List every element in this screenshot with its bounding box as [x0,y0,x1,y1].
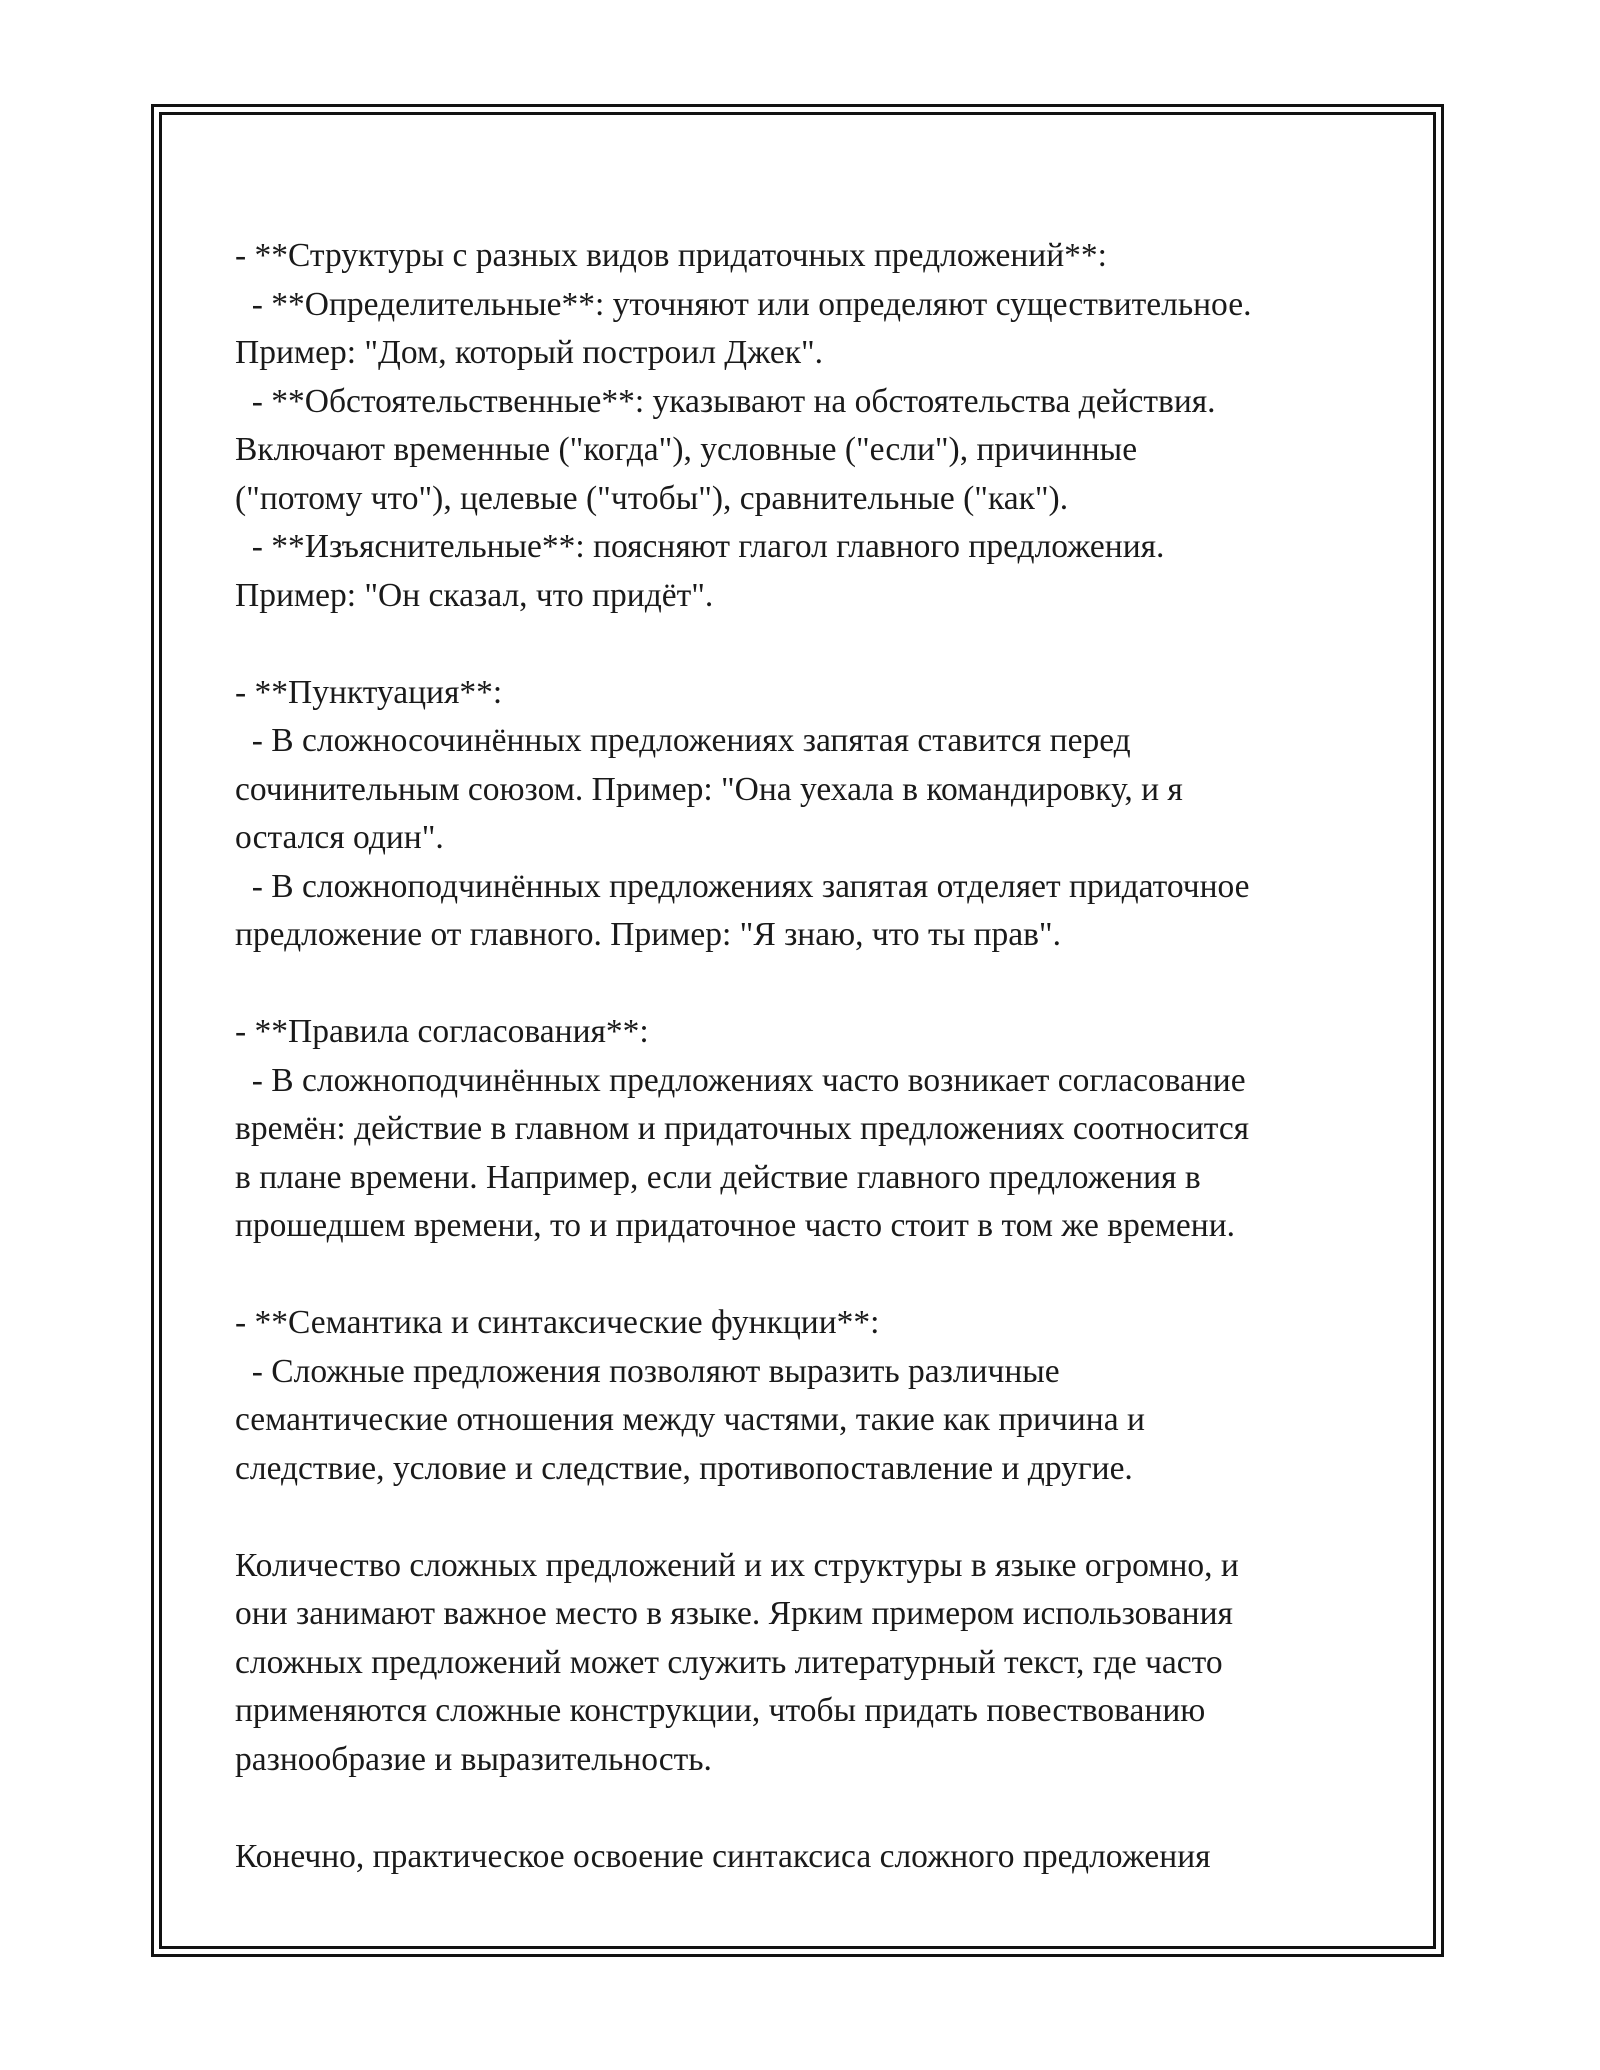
text-line: - В сложносочинённых предложениях запятая ставится перед [235,722,1131,759]
paragraph-gap [235,1493,1375,1542]
text-line: - Сложные предложения позволяют выразить различные [235,1352,1060,1390]
text-line: остался один". [235,819,444,856]
text-line: - **Определительные**: уточняют или определяют существительное. [235,285,1252,323]
text-line: они занимают важное место в языке. Ярким примером использования [235,1595,1233,1632]
text-line: - **Пунктуация**: [235,673,503,711]
text-line: - В сложноподчинённых предложениях запятая отделяет придаточное [235,867,1250,905]
text-line: Пример: "Он сказал, что придёт". [235,576,714,614]
paragraph-gap [235,960,1375,1009]
text-line: времён: действие в главном и придаточных предложениях соотносится [235,1110,1250,1147]
paragraph-gap [235,1784,1375,1833]
text-line: прошедшем времени, то и придаточное часто стоит в том же времени. [235,1207,1236,1244]
text-line: предложение от главного. Пример: "Я знаю, что ты прав". [235,916,1061,953]
text-line: - **Структуры с разных видов придаточных предложений**: [235,237,1107,274]
text-line: - **Обстоятельственные**: указывают на обстоятельства действия. [235,382,1216,420]
paragraph-gap [235,620,1375,669]
text-line: Количество сложных предложений и их структуры в языке огромно, и [235,1546,1239,1584]
text-line: - **Семантика и синтаксические функции**: [235,1304,880,1341]
text-line: - **Изъяснительные**: поясняют глагол главного предложения. [235,528,1165,565]
text-line: разнообразие и выразительность. [235,1740,712,1778]
text-line: следствие, условие и следствие, противопоставление и другие. [235,1449,1133,1487]
text-line: - **Правила согласования**: [235,1013,649,1050]
text-line: ("потому что"), целевые ("чтобы"), сравнительные ("как"). [235,479,1069,517]
text-line: в плане времени. Например, если действие главного предложения в [235,1158,1201,1196]
text-line: Включают временные ("когда"), условные ("если"), причинные [235,431,1138,468]
text-line: сложных предложений может служить литературный текст, где часто [235,1643,1223,1681]
text-line: семантические отношения между частями, такие как причина и [235,1401,1145,1438]
text-line: сочинительным союзом. Пример: "Она уехала в командировку, и я [235,770,1183,808]
text-line: Пример: "Дом, который построил Джек". [235,334,824,371]
text-line: - В сложноподчинённых предложениях часто возникает согласование [235,1061,1246,1099]
text-line: применяются сложные конструкции, чтобы придать повествованию [235,1692,1206,1729]
paragraph-gap [235,1251,1375,1300]
text-line: Конечно, практическое освоение синтаксиса сложного предложения [235,1837,1211,1875]
document-body [235,232,1375,1881]
